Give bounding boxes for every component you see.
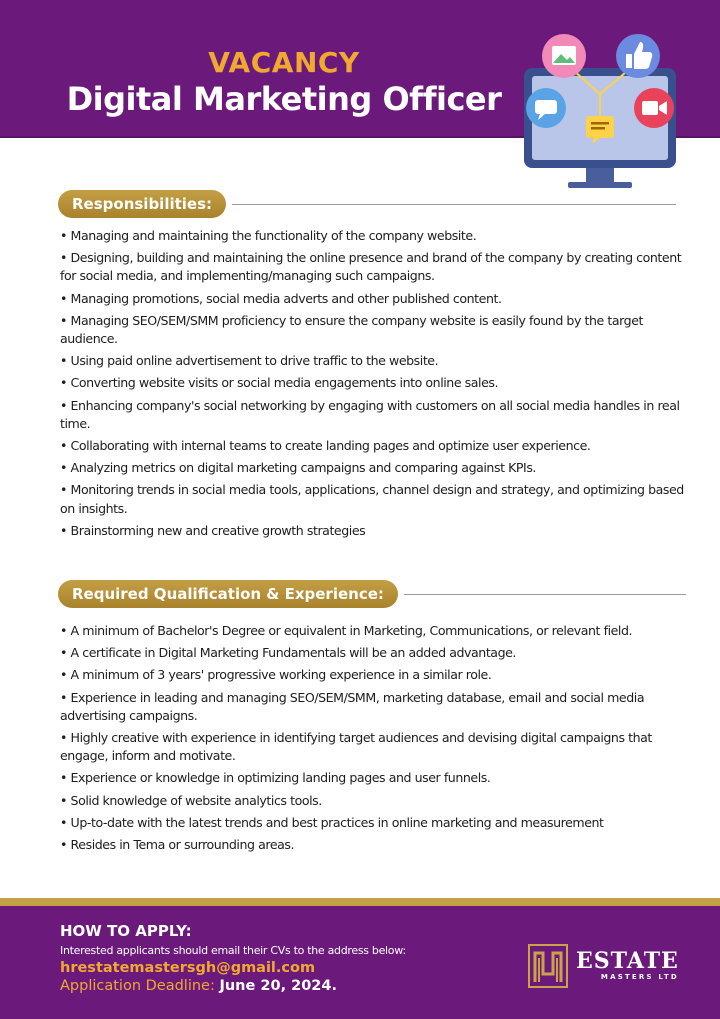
list-item: • Highly creative with experience in identifying target audiences and devising digital campaigns that engage, inform and motivate. xyxy=(60,729,690,765)
list-item: • Managing SEO/SEM/SMM proficiency to ensure the company website is easily found by the target audience. xyxy=(60,312,690,348)
how-to-apply-heading: HOW TO APPLY: xyxy=(60,922,192,940)
responsibilities-pill: Responsibilities: xyxy=(58,190,226,218)
responsibilities-list xyxy=(60,227,690,544)
building-icon xyxy=(528,944,568,988)
list-item: • Experience or knowledge in optimizing landing pages and user funnels. xyxy=(60,769,690,787)
image-icon xyxy=(542,34,586,78)
logo-name: ESTATE xyxy=(576,948,679,974)
logo-tagline: MASTERS LTD xyxy=(600,973,679,981)
list-item: • A minimum of 3 years' progressive working experience in a similar role. xyxy=(60,666,690,684)
list-item: • Collaborating with internal teams to create landing pages and optimize user experience. xyxy=(60,437,690,455)
heading-rule xyxy=(404,594,686,595)
list-item: • Using paid online advertisement to drive traffic to the website. xyxy=(60,352,690,370)
thumbs-up-icon xyxy=(616,34,660,78)
list-item: • Enhancing company's social networking by engaging with customers on all social media handles in real time. xyxy=(60,397,690,433)
list-item: • Managing promotions, social media adverts and other published content. xyxy=(60,290,690,308)
list-item: • Up-to-date with the latest trends and best practices in online marketing and measurement xyxy=(60,814,690,832)
application-deadline xyxy=(60,978,337,994)
list-item: • Converting website visits or social media engagements into online sales. xyxy=(60,374,690,392)
job-title: Digital Marketing Officer xyxy=(66,80,502,118)
list-item: • Solid knowledge of website analytics tools. xyxy=(60,792,690,810)
chat-bubble-icon xyxy=(526,88,566,128)
qualifications-pill: Required Qualification & Experience: xyxy=(58,580,398,608)
list-item: • Managing and maintaining the functionality of the company website. xyxy=(60,227,690,245)
company-logo xyxy=(528,944,679,988)
deadline-date: June 20, 2024. xyxy=(219,978,337,994)
qualifications-heading xyxy=(58,580,686,608)
list-item: • A certificate in Digital Marketing Fundamentals will be an added advantage. xyxy=(60,644,690,662)
responsibilities-heading xyxy=(58,190,676,218)
vacancy-label: VACANCY xyxy=(208,46,360,79)
qualifications-list xyxy=(60,622,690,858)
list-item: • Experience in leading and managing SEO/SEM/SMM, marketing database, email and social media advertising campaigns. xyxy=(60,689,690,725)
deadline-label: Application Deadline: xyxy=(60,978,215,994)
list-item: • Designing, building and maintaining the online presence and brand of the company by creating content for social media, and implementing/managing such campaigns. xyxy=(60,249,690,285)
apply-instructions: Interested applicants should email their CVs to the address below: xyxy=(60,944,406,957)
list-item: • Analyzing metrics on digital marketing campaigns and comparing against KPIs. xyxy=(60,459,690,477)
video-camera-icon xyxy=(634,88,674,128)
heading-rule xyxy=(232,204,676,205)
apply-email-link[interactable]: hrestatemastersgh@gmail.com xyxy=(60,960,316,976)
social-media-illustration xyxy=(520,32,700,192)
list-item: • A minimum of Bachelor's Degree or equivalent in Marketing, Communications, or relevant field. xyxy=(60,622,690,640)
list-item: • Monitoring trends in social media tools, applications, channel design and strategy, and optimizing based on insights. xyxy=(60,481,690,517)
list-item: • Resides in Tema or surrounding areas. xyxy=(60,836,690,854)
list-item: • Brainstorming new and creative growth strategies xyxy=(60,522,690,540)
